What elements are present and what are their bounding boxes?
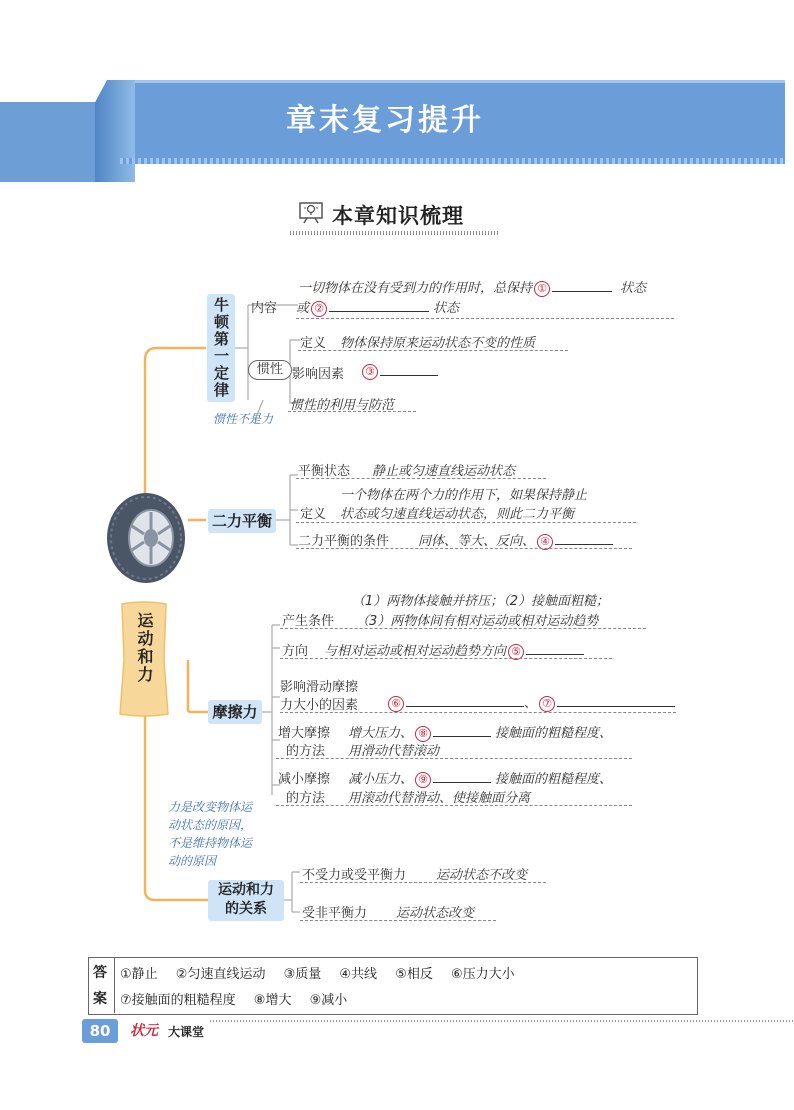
- answer-row-1: ①静止 ②匀速直线运动 ③质量 ④共线 ⑤相反 ⑥压力大小: [120, 967, 515, 982]
- divider: [276, 805, 632, 806]
- divider: [296, 478, 546, 479]
- friction-condition-line1: （1）两物体接触并挤压；（2）接触面粗糙；: [352, 594, 610, 609]
- relation-case2-text: 运动状态改变: [396, 906, 475, 921]
- node-inertia: 惯性: [248, 360, 292, 380]
- label-definition: 定义: [300, 507, 327, 522]
- answer-row-2: ⑦接触面的粗糙程度 ⑧增大 ⑨减小: [120, 993, 348, 1008]
- label-direction: 方向: [282, 644, 309, 659]
- note-inertia-not-force: 惯性不是力: [213, 412, 274, 426]
- root-label: 运动和力: [135, 612, 154, 684]
- label-decrease-2: 的方法: [286, 791, 326, 806]
- label-friction-factor-1: 影响滑动摩擦: [280, 680, 359, 695]
- label-definition: 定义: [300, 336, 327, 351]
- answer-label-top: 答: [93, 965, 107, 981]
- blank-3: ③: [360, 361, 438, 380]
- label-content: 内容: [251, 301, 278, 316]
- note-force-motion: 力是改变物体运 动状态的原因， 不是维持物体运 动的原因: [168, 800, 253, 868]
- label-unbalanced-force: 受非平衡力: [302, 906, 368, 921]
- divider: [298, 350, 568, 351]
- divider: [280, 628, 646, 629]
- divider: [296, 548, 632, 549]
- chapter-title: 章末复习提升: [286, 103, 484, 138]
- label-balance-state: 平衡状态: [298, 464, 351, 479]
- blanks-6-7: ⑥ 、 ⑦: [386, 692, 675, 712]
- tire-icon: [104, 490, 188, 586]
- divider: [288, 411, 416, 412]
- label-decrease-1: 减小摩擦: [278, 772, 331, 787]
- newton-content-line2: 或 ② 状态: [296, 301, 460, 316]
- node-friction: 摩擦力: [208, 700, 262, 724]
- section-title: 本章知识梳理: [332, 204, 464, 228]
- label-friction-factor-2: 力大小的因素: [280, 698, 359, 713]
- balance-def-line2: 状态或匀速直线运动状态，则此二力平衡: [340, 507, 575, 522]
- friction-condition-line2: （3）两物体间有相对运动或相对运动趋势: [356, 614, 599, 629]
- divider: [300, 882, 546, 883]
- brand-logo-text: 大课堂: [168, 1025, 205, 1039]
- decrease-line1: 减小压力、 ⑨ 接触面的粗糙程度、: [348, 772, 613, 787]
- brand-logo: 状元: [130, 1023, 158, 1039]
- answer-divider: [114, 957, 115, 1013]
- newton-content-line1: 一切物体在没有受到力的作用时，总保持 ① 状态: [298, 281, 647, 296]
- node-two-force-balance: 二力平衡: [208, 509, 276, 533]
- increase-line1: 增大压力、 ⑧ 接触面的粗糙程度、: [348, 726, 613, 741]
- divider: [280, 712, 676, 713]
- label-increase-1: 增大摩擦: [278, 726, 331, 741]
- label-balance-condition: 二力平衡的条件: [298, 534, 390, 549]
- footer-divider: [210, 1020, 794, 1022]
- decrease-line2: 用滚动代替滑动、使接触面分离: [348, 791, 531, 806]
- label-increase-2: 的方法: [286, 744, 326, 759]
- relation-case1-text: 运动状态不改变: [436, 868, 528, 883]
- page-number: 80: [82, 1019, 118, 1043]
- divider: [296, 318, 674, 319]
- balance-condition-text: 同体、等大、反向、 ④: [418, 530, 613, 550]
- increase-line2: 用滑动代替滚动: [348, 744, 440, 759]
- friction-direction-text: 与相对运动或相对运动趋势方向 ⑤: [324, 640, 584, 660]
- balance-state-text: 静止或匀速直线运动状态: [372, 464, 516, 479]
- balance-def-line1: 一个物体在两个力的作用下，如果保持静止: [340, 488, 588, 503]
- node-newton-first-law: 牛顿第一定律: [207, 294, 235, 402]
- divider: [296, 522, 636, 523]
- divider: [300, 920, 496, 921]
- inertia-use: 惯性的利用与防范: [290, 398, 395, 413]
- divider: [280, 658, 612, 659]
- divider: [276, 758, 632, 759]
- label-no-force-or-balanced: 不受力或受平衡力: [302, 868, 407, 883]
- inertia-definition: 物体保持原来运动状态不变的性质: [340, 336, 536, 351]
- label-friction-condition: 产生条件: [282, 614, 335, 629]
- node-motion-force-relation: 运动和力 的关系: [208, 880, 284, 921]
- answer-label-bottom: 案: [93, 991, 107, 1007]
- label-factors: 影响因素: [292, 367, 345, 382]
